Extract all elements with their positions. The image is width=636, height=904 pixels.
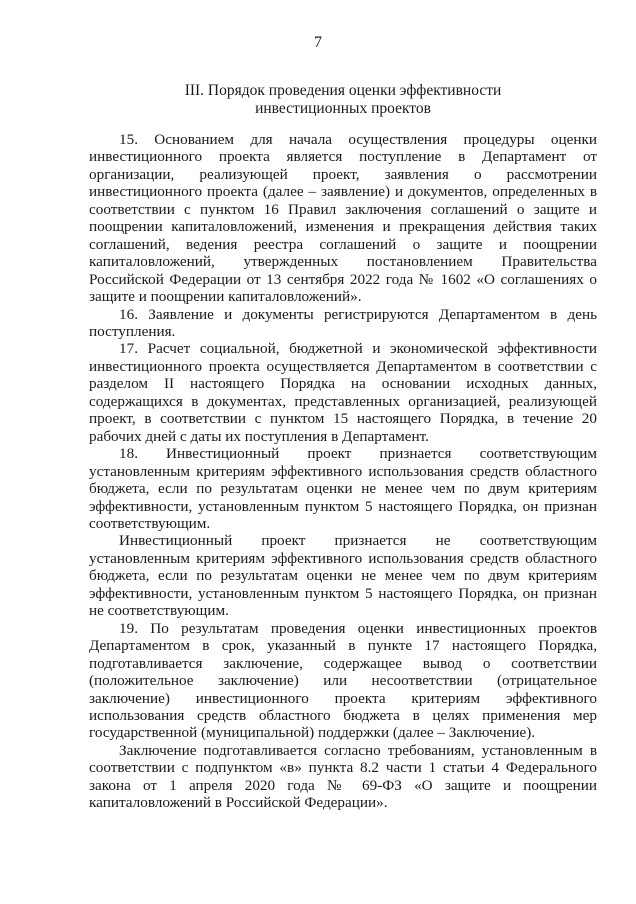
paragraph-19: 19. По результатам проведения оценки инвестиционных проектов Департаментом в срок, указанный в пункте 17 настоящего Порядка, подготавливается заключение, содержащее вывод о соответствии (положительное заключение) или несоответствии (отрицательное заключение) инвестиционного проекта критериям эффективного использования средств областного бюджета в целях применения мер государственной (муниципальной) поддержки (далее – Заключение).: [89, 619, 597, 742]
section-title-line-1: III. Порядок проведения оценки эффективности: [184, 82, 502, 99]
paragraph-15: 15. Основанием для начала осуществления процедуры оценки инвестиционного проекта является поступление в Департамент от организации, реализующей проект, заявления о рассмотрении инвестиционного проекта (далее – заявление) и документов, определенных в соответствии с пунктом 16 Правил заключения соглашений о защите и поощрении капиталовложений, изменения и прекращения действия таких соглашений, ведения реестра соглашений о защите и поощрении капиталовложений, утвержденных постановлением Правительства Российской Федерации от 13 сентября 2022 года № 1602 «О соглашениях о защите и поощрении капиталовложений».: [89, 131, 597, 306]
section-title-line-2: инвестиционных проектов: [255, 99, 431, 117]
paragraph-16: 16. Заявление и документы регистрируются Департаментом в день поступления.: [89, 305, 597, 340]
section-title: [88, 82, 598, 117]
paragraph-19-continued: Заключение подготавливается согласно требованиям, установленным в соответствии с подпунктом «в» пункта 8.2 части 1 статьи 4 Федерального закона от 1 апреля 2020 года № 69-ФЗ «О защите и поощрении капиталовложений в Российской Федерации».: [89, 741, 597, 812]
paragraph-17: 17. Расчет социальной, бюджетной и экономической эффективности инвестиционного проекта осуществляется Департаментом в соответствии с разделом II настоящего Порядка на основании исходных данных, содержащихся в документах, представленных организацией, реализующей проект, в соответствии с пунктом 15 настоящего Порядка, в течение 20 рабочих дней с даты их поступления в Департамент.: [89, 340, 597, 445]
paragraph-18-continued: Инвестиционный проект признается не соответствующим установленным критериям эффективного использования средств областного бюджета, если по результатам оценки не менее чем по двум критериям эффективности, установленным пунктом 5 настоящего Порядка, он признан не соответствующим.: [89, 532, 597, 620]
page-number: 7: [314, 34, 322, 51]
paragraph-18: 18. Инвестиционный проект признается соответствующим установленным критериям эффективного использования средств областного бюджета, если по результатам оценки не менее чем по двум критериям эффективности, установленным пунктом 5 настоящего Порядка, он признан соответствующим.: [89, 445, 597, 532]
body-text: [89, 131, 597, 812]
